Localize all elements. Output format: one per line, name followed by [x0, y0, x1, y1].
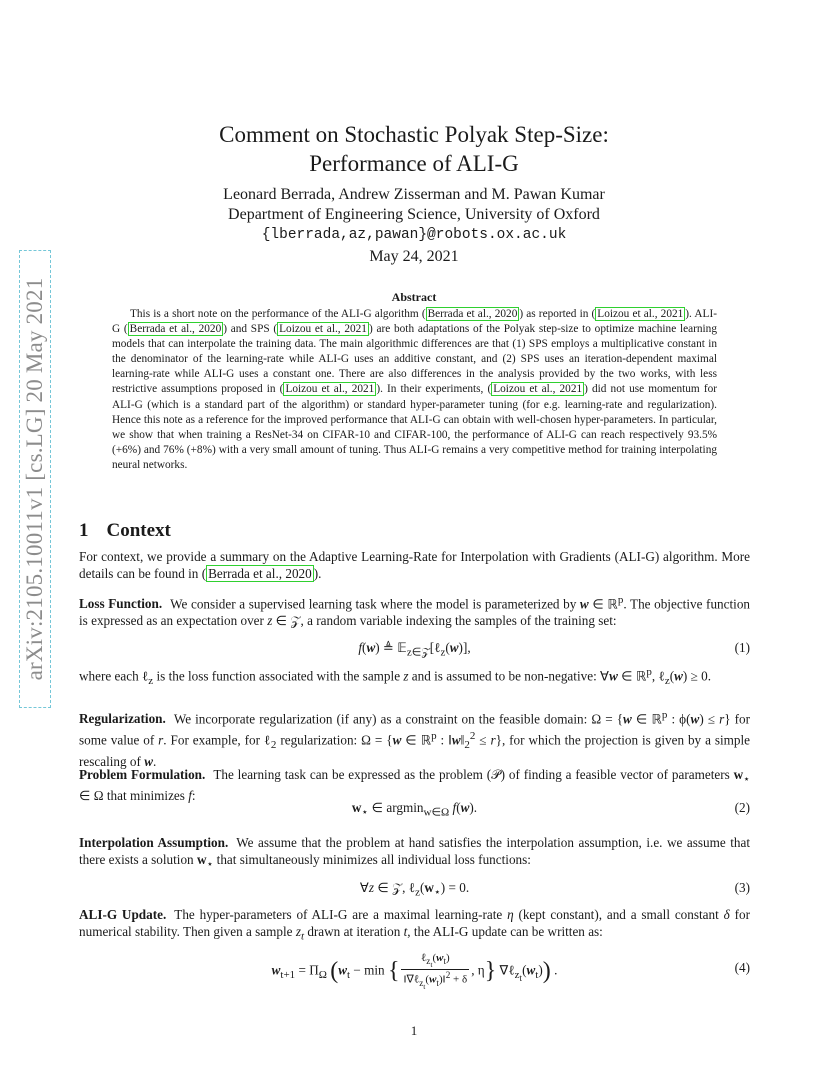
section-number: 1	[79, 520, 89, 541]
paragraph-heading: Loss Function.	[79, 596, 163, 612]
paragraph-text: for some value of	[79, 711, 751, 748]
abstract-text: are both adaptations of the Polyak step-size to optimize machine learning models that can interpolate the training data. The main algorithmic differences are that (1) SPS employs a multiplicative constant in the denominator of the learning-rate while ALI-G uses an additive constant, and (2) SPS uses an iteration-dependent maximal learning-rate while ALI-G uses a constant one. There are also differences in the analysis provided by the two works, with less restrictive assumptions proposed in	[112, 323, 717, 396]
context-paragraph: For context, we provide a summary on the Adaptive Learning-Rate for Interpolation with Gradients (ALI-G) algorithm. More details can be found in ( Berrada et al., 2020 ).	[79, 549, 750, 581]
paragraph-text: regularization:	[276, 732, 362, 748]
problem-formulation-paragraph: Problem Formulation. The learning task can be expressed as the problem (𝒫) of finding a feasible vector of parameters $w_⋆$ ∈ Ω that minimizes f:	[79, 767, 751, 804]
paper-title	[0, 120, 828, 178]
interpolation-paragraph: Interpolation Assumption. We assume that the problem at hand satisfies the interpolation assumption, i.e. we assume that there exists a solution $w_⋆$ that simultaneously minimizes all individual loss functions:	[79, 835, 750, 871]
paragraph-text: where each	[79, 668, 142, 684]
equation-3	[79, 880, 750, 898]
paragraph-heading: ALI-G Update.	[79, 907, 167, 922]
paragraph-text: that minimizes	[103, 788, 189, 804]
equation-body: ∀z ∈ 𝒵, $\ell_z(w_⋆) = 0$.	[359, 880, 470, 899]
section-heading	[79, 520, 171, 542]
abstract-text: . In their experiments,	[380, 383, 488, 396]
paragraph-text: , the ALI-G update can be written as:	[407, 923, 603, 939]
paragraph-text: The learning task can be expressed as the problem (	[213, 767, 492, 782]
paragraph-text: , a random variable indexing the samples of the training set:	[300, 612, 617, 628]
equation-number: (1)	[734, 640, 750, 655]
regularization-paragraph: Regularization. We incorporate regularization (if any) as a constraint on the feasible domain: Ω = {w ∈ ℝ$^p$ : ϕ(w) ≤ r} for some value of r. For example, for ℓ$_2$ regularization: Ω = {w ∈ ℝ$^p$ : $‖w‖_2^2 \le r$}, for which the projection is given by a simple rescaling of w.	[79, 709, 751, 769]
author-block	[0, 185, 828, 245]
citation-link[interactable]: Berrada et al., 2020	[129, 323, 222, 336]
arxiv-stamp[interactable]	[19, 250, 51, 708]
citation-link[interactable]: Loizou et al., 2021	[285, 383, 375, 396]
equation-2	[79, 800, 750, 826]
citation-link[interactable]: Loizou et al., 2021	[597, 308, 684, 320]
paragraph-text: The hyper-parameters of ALI-G are a maximal learning-rate	[174, 907, 508, 922]
abstract: This is a short note on the performance of the ALI-G algorithm ( Berrada et al., 2020 ) as reported in ( Loizou et al., 2021 ). ALI-G ( Berrada et al., 2020 ) and SPS ( Loizou et al., 2021 ) are both adaptations of the Polyak step-size to optimize machine learning models that can interpolate the training data. The main algorithmic differences are that (1) SPS employs a multiplicative constant in the denominator of the learning-rate while ALI-G uses an additive constant, and (2) SPS uses an iteration-dependent maximal learning-rate while ALI-G uses a constant one. There are also differences in the analysis provided by the two works, with less restrictive assumptions proposed in ( Loizou et al., 2021 ). In their experiments, ( Loizou et al., 2021 ) did not use momentum for ALI-G (which is a standard part of the algorithm) or standard hyper-parameter tuning (for e.g. learning-rate and regularization). Hence this note as a reference for the improved performance that ALI-G can obtain with well-chosen hyper-parameters. In particular, we show that when training a ResNet-34 on CIFAR-10 and CIFAR-100, the performance of ALI-G can reach respectively 93.5% (+6%) and 76% (+8%) with a very small amount of tuning. Thus ALI-G remains a very competitive method for training interpolating neural networks.	[112, 308, 717, 471]
equation-body: $w_{t+1} = \Pi_\Omega$ ($w_t - \min$ { $\frac{\ell_{z_t}(w_t)}{‖\nabla\ell_{z_t}(w_t)‖^2 + \delta}$ , η} $\nabla\ell_{z_t}(w_t)$) .	[271, 952, 558, 991]
authors: Leonard Berrada, Andrew Zisserman and M. Pawan Kumar	[223, 186, 605, 203]
citation-link[interactable]: Berrada et al., 2020	[208, 565, 312, 581]
paragraph-text: that simultaneously minimizes all individual loss functions:	[213, 851, 531, 867]
paragraph-text: .	[318, 565, 322, 581]
paragraph-text: is the loss function associated with the sample	[153, 668, 404, 684]
citation-link[interactable]: Loizou et al., 2021	[493, 383, 583, 396]
paragraph-heading: Regularization.	[79, 711, 166, 727]
paragraph-text: for numerical stability. Then given a sample	[79, 907, 750, 939]
paragraph-text: , for which the projection is given by a simple rescaling of	[79, 732, 751, 769]
abstract-text: and SPS	[226, 323, 274, 336]
paragraph-heading: Problem Formulation.	[79, 767, 206, 782]
paragraph-text: For context, we provide a summary on the Adaptive Learning-Rate for Interpolation with Gradients (ALI-G) algorithm. More details can be found in	[79, 549, 750, 581]
emails: {lberrada,az,pawan}@robots.ox.ac.uk	[261, 227, 567, 243]
citation-link[interactable]: Berrada et al., 2020	[427, 308, 518, 320]
equation-number: (2)	[734, 800, 750, 815]
paragraph-text: We consider a supervised learning task where the model is parameterized by	[170, 596, 580, 612]
title-line-1: Comment on Stochastic Polyak Step-Size:	[219, 122, 609, 147]
equation-number: (4)	[734, 960, 750, 975]
abstract-text: This is a short note on the performance of the ALI-G algorithm	[130, 308, 422, 320]
paragraph-text: . The objective function is expressed as an expectation over	[79, 596, 751, 628]
title-line-2: Performance of ALI-G	[309, 151, 519, 176]
paragraph-text: We assume that the problem at hand satisfies the interpolation assumption, i.e. we assume that there exists a solution	[79, 835, 750, 867]
paragraph-text: We incorporate regularization (if any) as a constraint on the feasible domain:	[173, 711, 592, 727]
loss-function-paragraph: Loss Function. We consider a supervised learning task where the model is parameterized by w ∈ ℝ$^p$. The objective function is expressed as an expectation over z ∈ 𝒵, a random variable indexing the samples of the training set:	[79, 594, 751, 628]
alig-update-paragraph: ALI-G Update. The hyper-parameters of ALI-G are a maximal learning-rate η (kept constant), and a small constant δ for numerical stability. Then given a sample $z_t$ drawn at iteration t, the ALI-G update can be written as:	[79, 907, 750, 943]
equation-4	[79, 950, 750, 990]
paragraph-text: (kept constant), and a small constant	[513, 907, 724, 922]
equation-1	[79, 640, 750, 658]
affiliation: Department of Engineering Science, University of Oxford	[228, 206, 600, 223]
abstract-text: . ALI-G	[112, 308, 717, 336]
paper-date: May 24, 2021	[369, 248, 459, 265]
equation-body: $w_⋆$ ∈ argmin$_{w\in\Omega}$ f(w).	[351, 800, 478, 819]
paragraph-heading: Interpolation Assumption.	[79, 835, 229, 850]
loss-continuation: where each ℓ$_z$ is the loss function associated with the sample z and is assumed to be non-negative: ∀w ∈ ℝ$^p$, ℓ$_z$(w) ≥ 0.	[79, 666, 712, 688]
equation-body: f(w) ≜ 𝔼$_{z\in 𝒵}$[ℓ$_z$(w)],	[358, 640, 471, 659]
paragraph-text: drawn at iteration	[304, 923, 404, 939]
paragraph-text: and is assumed to be non-negative:	[408, 668, 601, 684]
abstract-title: Abstract	[391, 290, 437, 304]
paragraph-text: ) of finding a feasible vector of parameters	[500, 767, 734, 782]
arxiv-id: arXiv:2105.10011v1 [cs.LG] 20 May 2021	[22, 277, 47, 681]
section-title: Context	[106, 520, 171, 541]
abstract-text: as reported in	[523, 308, 592, 320]
abstract-text: did not use momentum for ALI-G (which is a standard part of the algorithm) or standard hyper-parameter tuning (for e.g. learning-rate and regularization). Hence this note as a reference for the improved performance that ALI-G can obtain with well-chosen hyper-parameters. In particular, we show that when training a ResNet-34 on CIFAR-10 and CIFAR-100, the performance of ALI-G can reach respectively 93.5% (+6%) and 76% (+8%) with a very small amount of tuning. Thus ALI-G remains a very competitive method for training interpolating neural networks.	[112, 383, 717, 471]
citation-link[interactable]: Loizou et al., 2021	[279, 323, 367, 336]
equation-number: (3)	[734, 880, 750, 895]
page-number: 1	[410, 1023, 418, 1038]
paragraph-text: . For example, for	[163, 732, 264, 748]
